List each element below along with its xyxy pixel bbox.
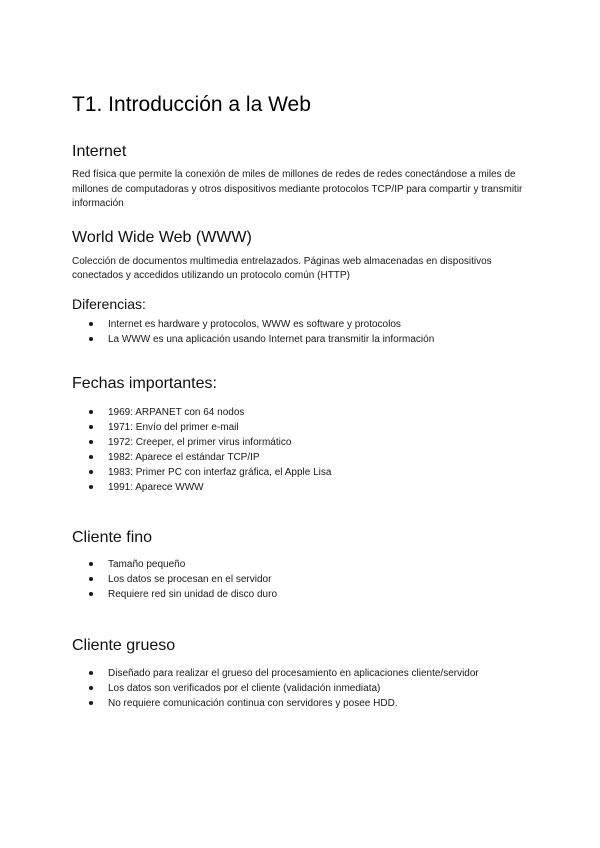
diferencias-list	[72, 317, 540, 347]
bullet-icon	[89, 425, 93, 429]
bullet-icon	[89, 410, 93, 414]
list-item	[72, 465, 540, 480]
list-item	[72, 480, 540, 495]
list-item-text: 1991: Aparece WWW	[108, 481, 204, 493]
list-item	[72, 666, 540, 681]
bullet-icon	[89, 322, 93, 326]
cliente-grueso-list	[72, 666, 540, 711]
bullet-icon	[89, 470, 93, 474]
www-paragraph: Colección de documentos multimedia entrelazados. Páginas web almacenadas en dispositivos conectados y accedidos utilizando un protocolo común (HTTP)	[72, 255, 492, 281]
list-item-text: 1983: Primer PC con interfaz gráfica, el Apple Lisa	[108, 466, 332, 478]
list-item	[72, 572, 540, 587]
bullet-icon	[89, 671, 93, 675]
list-item	[72, 557, 540, 572]
list-item	[72, 435, 540, 450]
list-item-text: 1971: Envío del primer e-mail	[108, 421, 239, 433]
list-item-text: Requiere red sin unidad de disco duro	[108, 588, 277, 600]
internet-paragraph: Red física que permite la conexión de miles de millones de redes de redes conectándose a miles de millones de computadoras y otros dispositivos mediante protocolos TCP/IP para compartir y transmitir información	[72, 169, 523, 209]
www-heading: World Wide Web (WWW)	[72, 228, 252, 246]
list-item-text: Diseñado para realizar el grueso del procesamiento en aplicaciones cliente/servidor	[108, 667, 479, 679]
bullet-icon	[89, 577, 93, 581]
internet-heading: Internet	[72, 143, 127, 160]
list-item-text: La WWW es una aplicación usando Internet para transmitir la información	[108, 333, 435, 345]
list-item-text: Internet es hardware y protocolos, WWW es software y protocolos	[108, 318, 401, 330]
list-item-text: Los datos se procesan en el servidor	[108, 573, 272, 585]
list-item	[72, 420, 540, 435]
list-item	[72, 587, 540, 602]
page-title: T1. Introducción a la Web	[72, 93, 311, 116]
list-item-text: 1969: ARPANET con 64 nodos	[108, 406, 245, 418]
diferencias-heading: Diferencias:	[72, 295, 146, 312]
list-item-text: 1982: Aparece el estándar TCP/IP	[108, 451, 260, 463]
bullet-icon	[89, 440, 93, 444]
bullet-icon	[89, 701, 93, 705]
list-item-text: Los datos son verificados por el cliente (validación inmediata)	[108, 682, 381, 694]
list-item-text: No requiere comunicación continua con servidores y posee HDD.	[108, 697, 398, 709]
fechas-list	[72, 405, 540, 495]
bullet-icon	[89, 337, 93, 341]
list-item	[72, 450, 540, 465]
bullet-icon	[89, 455, 93, 459]
bullet-icon	[89, 485, 93, 489]
cliente-grueso-heading: Cliente grueso	[72, 636, 176, 654]
list-item	[72, 696, 540, 711]
list-item	[72, 681, 540, 696]
list-item	[72, 317, 540, 332]
bullet-icon	[89, 562, 93, 566]
cliente-fino-heading: Cliente fino	[72, 528, 153, 546]
fechas-heading: Fechas importantes:	[72, 374, 217, 392]
list-item-text: 1972: Creeper, el primer virus informático	[108, 436, 292, 448]
cliente-fino-list	[72, 557, 540, 602]
bullet-icon	[89, 592, 93, 596]
list-item	[72, 405, 540, 420]
list-item	[72, 332, 540, 347]
list-item-text: Tamaño pequeño	[108, 558, 186, 570]
bullet-icon	[89, 686, 93, 690]
